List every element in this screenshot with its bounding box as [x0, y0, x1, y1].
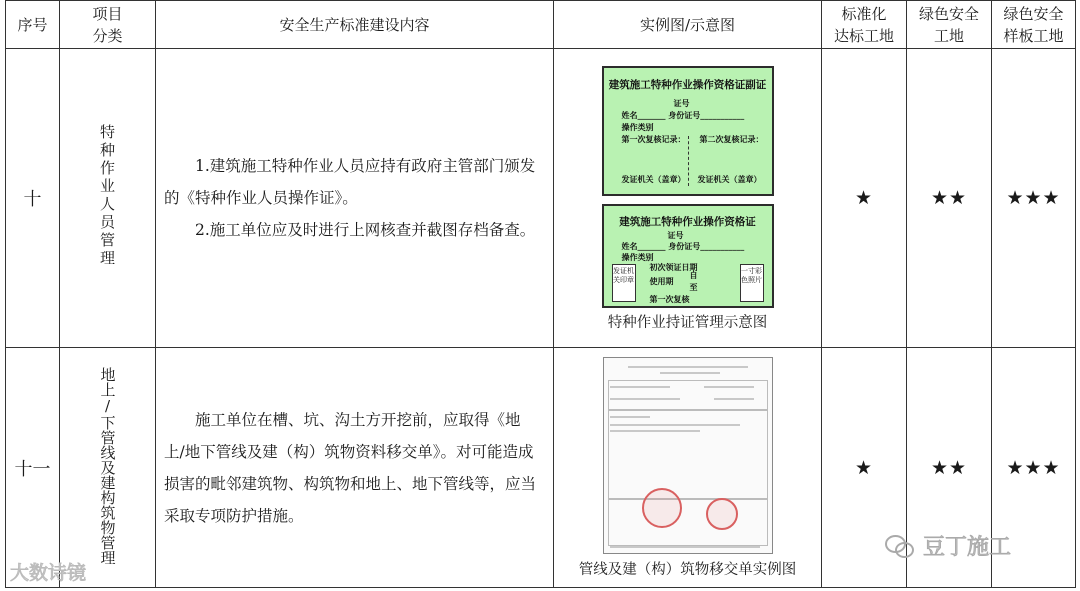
stamp-box: 发证机关印章: [612, 264, 636, 302]
star-rating: ★: [822, 49, 907, 348]
header-content: 安全生产标准建设内容: [156, 1, 554, 49]
cert-line: 证号: [673, 99, 690, 108]
cert-line: 姓名_______ 身份证号___________: [621, 111, 745, 120]
image-caption: 特种作业持证管理示意图: [607, 315, 768, 331]
row-category: 地上/下管线及建构筑物管理: [98, 366, 117, 565]
cert-line: 至: [689, 283, 698, 292]
content-paragraph: 1.建筑施工特种作业人员应持有政府主管部门颁发的《特种作业人员操作证》。: [164, 157, 536, 207]
row-seq: 十一: [6, 348, 60, 588]
cert-line: 发证机关（盖章）: [697, 175, 762, 184]
star-rating: ★★: [907, 348, 992, 588]
header-image: 实例图/示意图: [554, 1, 822, 49]
header-seq: 序号: [6, 1, 60, 49]
cert-line: 操作类别: [621, 253, 654, 262]
image-caption: 管线及建（构）筑物移交单实例图: [578, 561, 797, 578]
header-level-standard: 标准化 达标工地: [822, 1, 907, 49]
content-paragraph: 2.施工单位应及时进行上网核查并截图存档备查。: [195, 221, 536, 239]
star-rating: ★★★: [992, 348, 1076, 588]
certificate-image: [602, 204, 774, 308]
cert-line: 第一次复核: [649, 295, 690, 304]
certificate-copy-image: [602, 66, 774, 196]
wechat-icon: [885, 533, 915, 559]
cert-line: 第二次复核记录：: [699, 135, 764, 144]
header-level-green: 绿色安全 工地: [907, 1, 992, 49]
cert-line: 姓名_______ 身份证号___________: [621, 242, 745, 251]
header-level-model: 绿色安全 样板工地: [992, 1, 1076, 49]
standards-table: [5, 0, 1076, 588]
star-rating: ★★★: [992, 49, 1076, 348]
header-category: 项目 分类: [60, 1, 156, 49]
star-rating: ★: [822, 348, 907, 588]
row-category-cell: [60, 49, 156, 348]
watermark-right: [885, 530, 1011, 561]
cert-line: 初次领证日期: [649, 263, 698, 272]
watermark-left: 大数诗镜: [10, 562, 87, 584]
content-paragraph: 施工单位在槽、坑、沟土方开挖前，应取得《地上/地下管线及建（构）筑物资料移交单》。对可能造成损害的毗邻建筑物、构筑物和地上、地下管线等，应当采取专项防护措施。: [164, 410, 537, 525]
cert-line: 发证机关（盖章）: [621, 175, 686, 184]
row-category-cell: [60, 348, 156, 588]
transfer-form-image: [603, 357, 773, 554]
table-row: [6, 49, 1076, 348]
watermark-right-text: 豆丁施工: [923, 535, 1012, 560]
cert-line: 操作类别: [621, 123, 654, 132]
cert-title: 建筑施工特种作业操作资格证副证: [608, 79, 767, 91]
cert-line: 使用期: [649, 277, 674, 286]
photo-box: 一寸彩色照片: [740, 264, 764, 302]
star-rating: ★★: [907, 49, 992, 348]
cert-title: 建筑施工特种作业操作资格证: [619, 216, 756, 228]
row-content: [156, 348, 554, 588]
row-category: 特种作业人员管理: [98, 124, 116, 268]
row-content: [156, 49, 554, 348]
cert-line: 第一次复核记录：: [621, 135, 686, 144]
cert-line: 证号: [667, 231, 684, 240]
row-image: [554, 348, 822, 588]
row-image: [554, 49, 822, 348]
row-seq: 十: [6, 49, 60, 348]
cert-line: 自: [689, 271, 698, 280]
